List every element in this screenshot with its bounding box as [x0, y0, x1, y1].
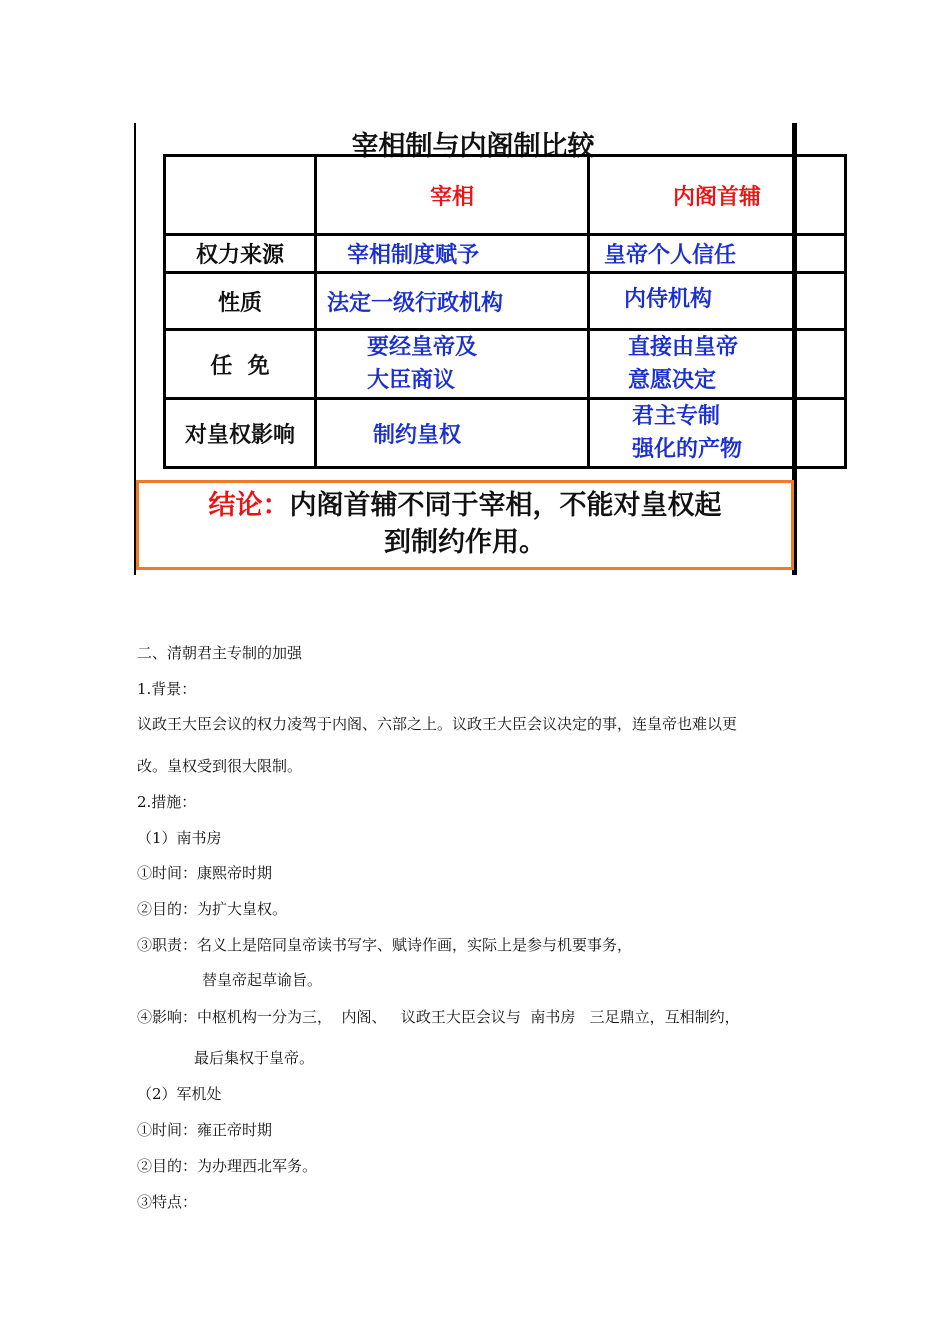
conclusion-line-2: 到制约作用。: [384, 527, 546, 558]
header-neige: 内阁首辅: [589, 156, 846, 235]
table-row: [165, 235, 846, 273]
section-heading: 二、清朝君主专制的加强: [137, 644, 303, 662]
header-empty-cell: [165, 156, 316, 235]
table-header-row: [165, 156, 846, 235]
paragraph: 最后集权于皇帝。: [194, 1049, 315, 1067]
conclusion-box: [136, 480, 794, 570]
paragraph: 议政王大臣会议的权力凌驾于内阁、六部之上。议政王大臣会议决定的事，连皇帝也难以更: [137, 715, 738, 733]
cell-line: 大臣商议: [367, 368, 456, 393]
subsection-heading: （2）军机处: [137, 1085, 222, 1103]
paragraph: ③特点：: [137, 1193, 198, 1211]
paragraph: 2.措施：: [137, 793, 197, 811]
cell-line: 要经皇帝及: [367, 335, 478, 360]
cell-zaixiang: 法定一级行政机构: [316, 273, 589, 330]
conclusion-line-1: [139, 487, 791, 524]
cell-zaixiang: [316, 330, 589, 399]
row-label: 性质: [165, 273, 316, 330]
figure-title: 宰相制与内阁制比较: [351, 131, 595, 162]
paragraph: ②目的：为办理西北军务。: [137, 1157, 318, 1175]
paragraph: ③职责：名义上是陪同皇帝读书写字、赋诗作画，实际上是参与机要事务，: [137, 936, 633, 954]
paragraph: ①时间：雍正帝时期: [137, 1121, 273, 1139]
table-row: [165, 399, 846, 468]
comparison-table: [163, 154, 847, 469]
paragraph: ②目的：为扩大皇权。: [137, 900, 288, 918]
cell-zaixiang: 宰相制度赋予: [316, 235, 589, 273]
cell-neige: [589, 330, 846, 399]
row-label: 任 免: [165, 330, 316, 399]
paragraph: 替皇帝起草谕旨。: [202, 971, 323, 989]
cell-neige: 皇帝个人信任: [589, 235, 846, 273]
subsection-heading: （1）南书房: [137, 829, 222, 847]
cell-line: 直接由皇帝: [628, 335, 739, 360]
row-label: 权力来源: [165, 235, 316, 273]
paragraph: ①时间：康熙帝时期: [137, 864, 273, 882]
conclusion-label: 结论：: [208, 490, 290, 521]
paragraph: 1.背景：: [137, 680, 197, 698]
header-zaixiang: 宰相: [316, 156, 589, 235]
table-row: [165, 330, 846, 399]
cell-line: 强化的产物: [632, 437, 743, 462]
row-label: 对皇权影响: [165, 399, 316, 468]
conclusion-text: 内阁首辅不同于宰相，不能对皇权起: [289, 490, 722, 521]
paragraph: 改。皇权受到很大限制。: [137, 757, 303, 775]
cell-line: 意愿决定: [628, 368, 717, 393]
cell-zaixiang: 制约皇权: [316, 399, 589, 468]
table-row: [165, 273, 846, 330]
cell-neige: [589, 399, 846, 468]
cell-neige: 内侍机构: [589, 273, 846, 330]
cell-line: 君主专制: [632, 404, 721, 429]
paragraph: ④影响：中枢机构一分为三， 内阁、 议政王大臣会议与 南书房 三足鼎立，互相制约，: [137, 1008, 740, 1026]
